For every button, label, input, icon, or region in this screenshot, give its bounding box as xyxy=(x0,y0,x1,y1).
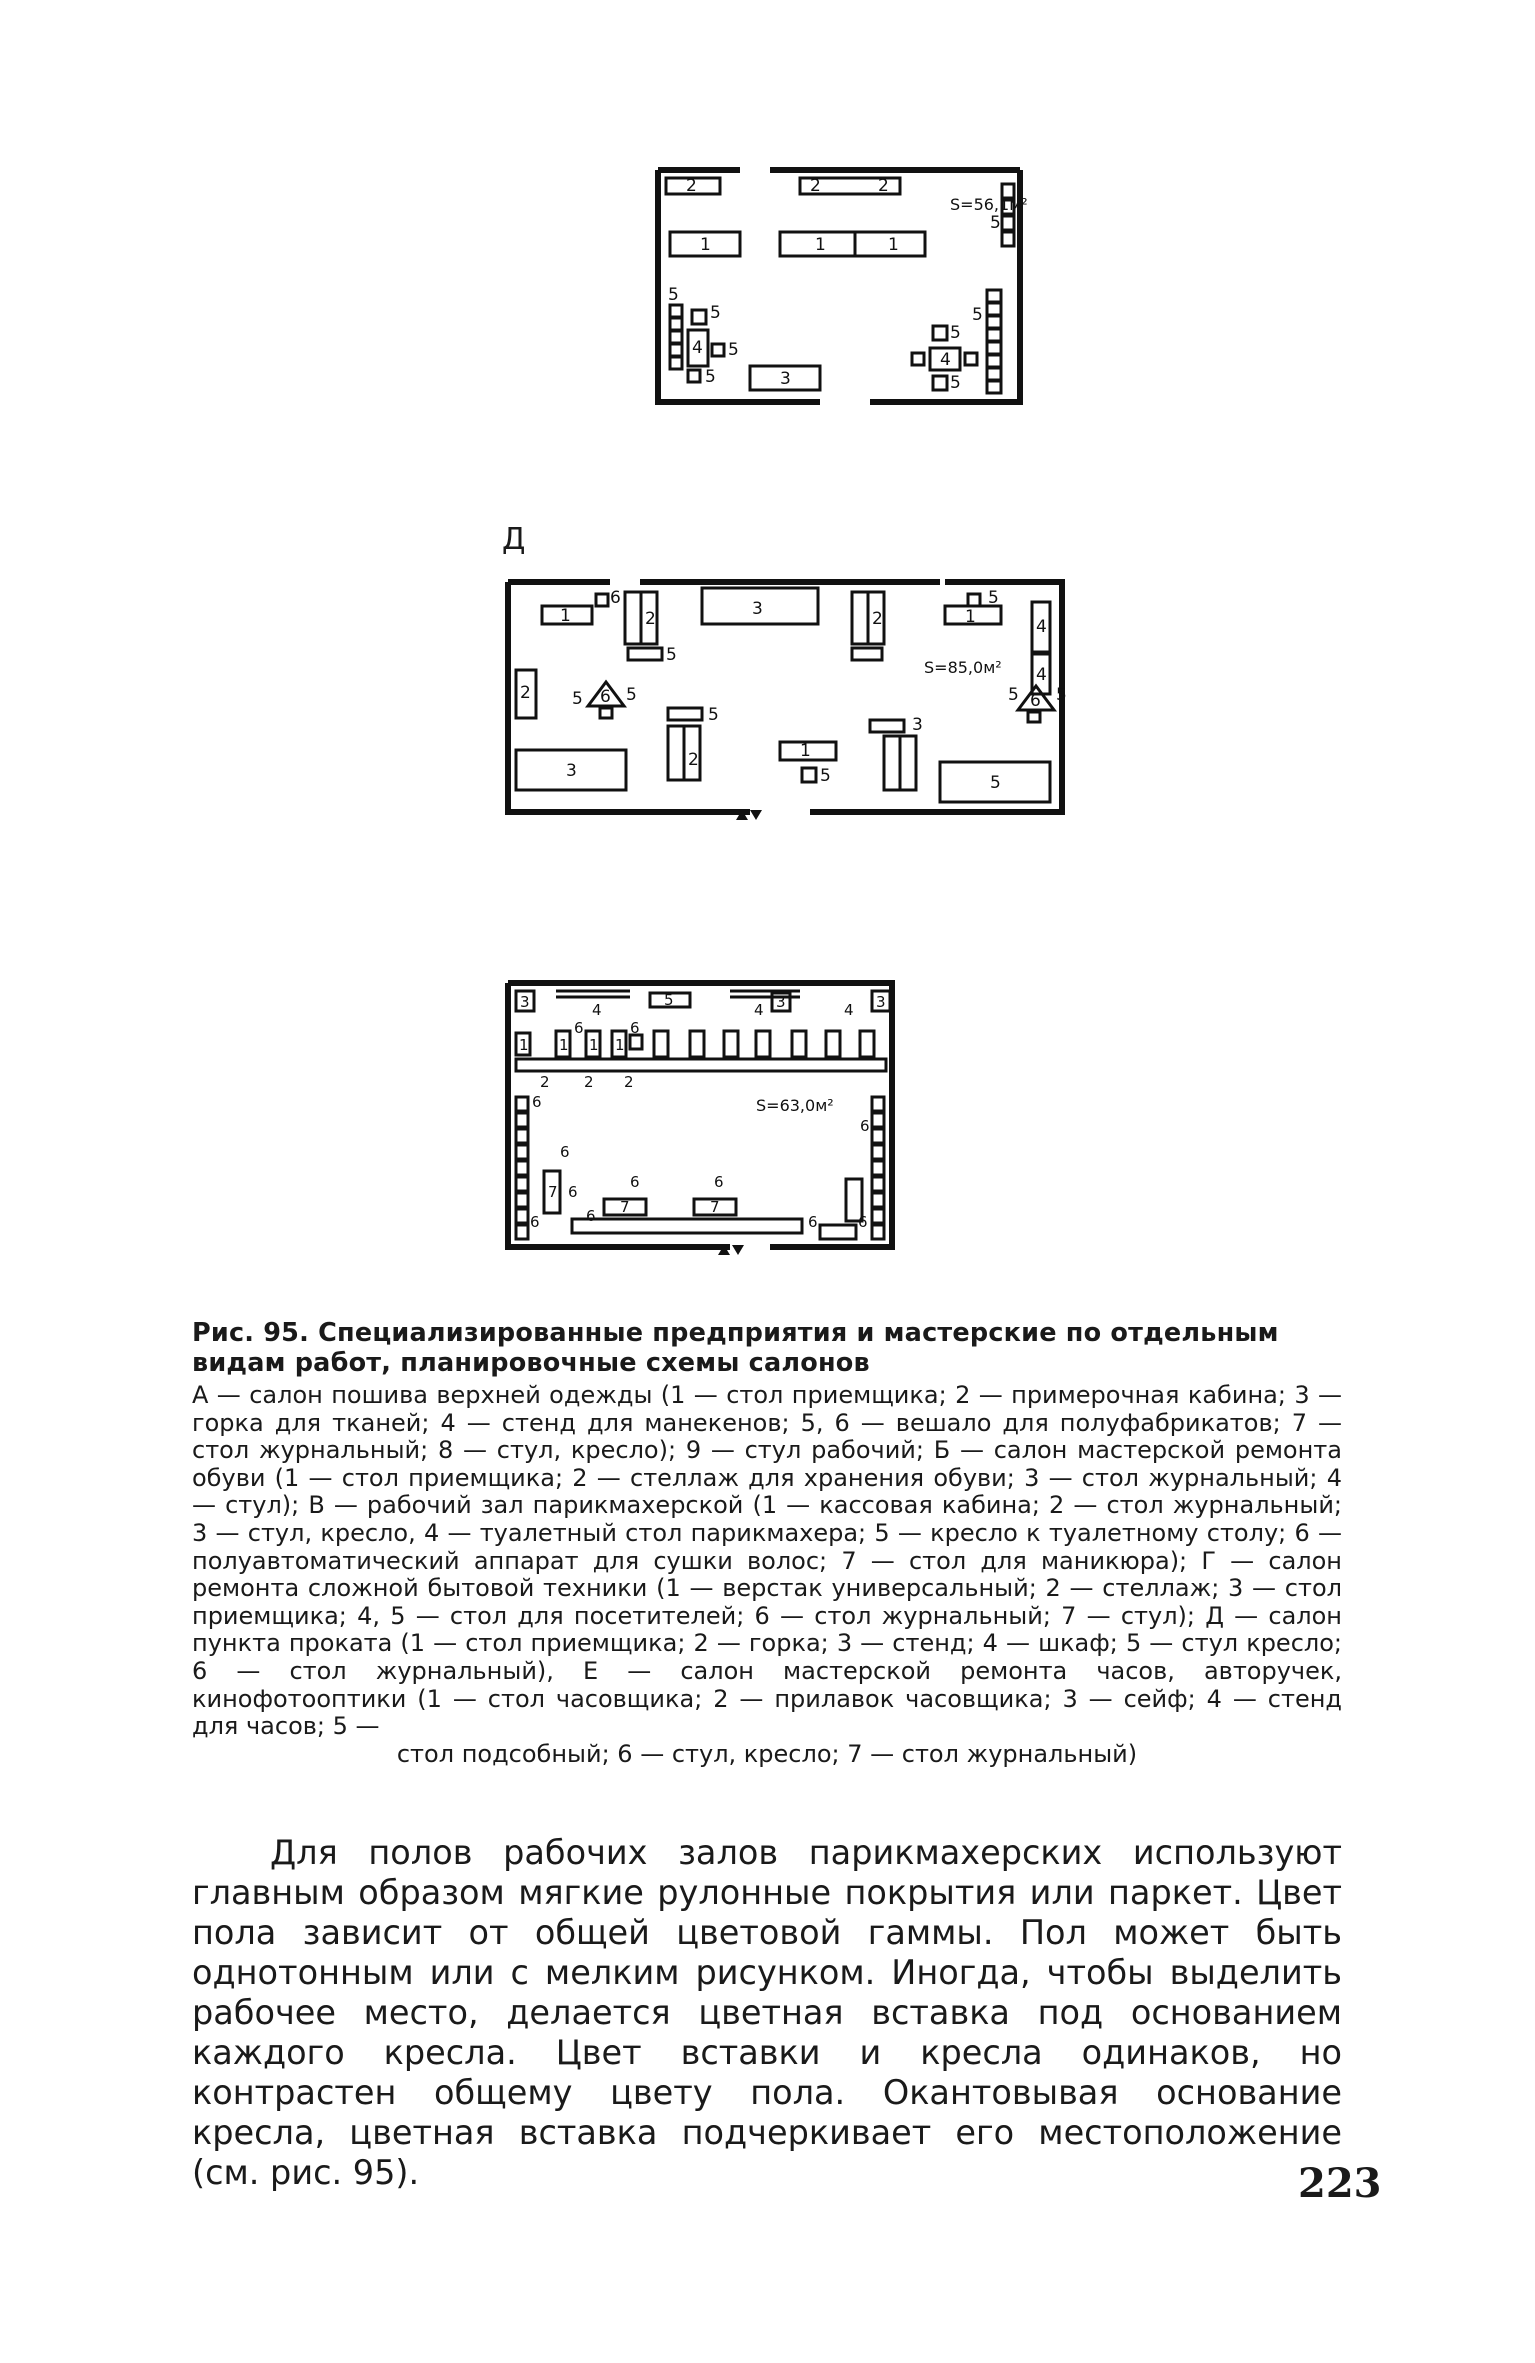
mark: 1 xyxy=(615,1036,625,1054)
mark: 1 xyxy=(965,607,976,627)
mark: 6 xyxy=(560,1143,570,1161)
mark: 5 xyxy=(972,305,983,325)
mark: 5 xyxy=(950,323,961,343)
floor-plan-bottom xyxy=(500,975,900,1265)
mark: 3 xyxy=(520,993,530,1011)
mark: 5 xyxy=(990,213,1001,233)
mark: 3 xyxy=(912,715,923,735)
mark: 2 xyxy=(520,683,531,703)
mark: 1 xyxy=(589,1036,599,1054)
mark: 4 xyxy=(940,350,951,370)
caption-legend xyxy=(192,1382,1342,1768)
mark: 6 xyxy=(600,687,611,707)
mark: 4 xyxy=(592,1001,602,1019)
mark: 5 xyxy=(572,689,583,709)
mark: 2 xyxy=(810,176,821,196)
mark: 5 xyxy=(1056,685,1067,705)
mark: 6 xyxy=(532,1093,542,1111)
mark: 5 xyxy=(708,705,719,725)
area-label-bottom: S=63,0м² xyxy=(756,1096,834,1115)
mark: 7 xyxy=(620,1198,630,1216)
mark: 1 xyxy=(560,606,571,626)
area-label-top: S=56,1м² xyxy=(950,195,1028,214)
area-label-middle: S=85,0м² xyxy=(924,658,1002,677)
mark: 6 xyxy=(530,1213,540,1231)
mark: 6 xyxy=(574,1019,584,1037)
mark: 4 xyxy=(1036,617,1047,637)
legend-last-line: стол подсобный; 6 — стул, кресло; 7 — стол журнальный) xyxy=(396,1739,1138,1768)
floor-plan-middle xyxy=(500,570,1070,830)
mark: 2 xyxy=(540,1073,550,1091)
mark: 1 xyxy=(888,235,899,255)
mark: 4 xyxy=(1036,665,1047,685)
mark: 3 xyxy=(876,993,886,1011)
page-number: 223 xyxy=(1298,2160,1382,2207)
legend-text: А — салон пошива верхней одежды (1 — стол приемщика; 2 — примерочная кабина; 3 — горка для тканей; 4 — стенд для манекенов; 5, 6 — вешало для полуфабрикатов; 7 — стол журнальный; 8 — стул, кресло); 9 — стул рабочий; Б — салон мастерской ремонта обуви (1 — стол приемщика; 2 — стеллаж для хранения обуви; 3 — стол журнальный; 4 — стул); В — рабочий зал парикмахерской (1 — кассовая кабина; 2 — стол журнальный; 3 — стул, кресло, 4 — туалетный стол парикмахера; 5 — кресло к туалетному столу; 6 — полуавтоматический аппарат для сушки волос; 7 — стол для маникюра); Г — салон ремонта сложной бытовой техники (1 — верстак универсальный; 2 — стеллаж; 3 — стол приемщика; 4, 5 — стол для посетителей; 6 — стол журнальный; 7 — стул); Д — салон пункта проката (1 — стол приемщика; 2 — горка; 3 — стенд; 4 — шкаф; 5 — стул кресло; 6 — стол журнальный), Е — салон мастерской ремонта часов, авторучек, кинофотооптики (1 — стол часовщика; 2 — прилавок часовщика; 3 — сейф; 4 — стенд для часов; 5 — xyxy=(192,1381,1342,1741)
mark: 3 xyxy=(776,993,786,1011)
mark: 4 xyxy=(844,1001,854,1019)
floor-plan-top xyxy=(650,160,1030,410)
mark: 2 xyxy=(645,609,656,629)
mark: 1 xyxy=(700,235,711,255)
mark: 6 xyxy=(630,1173,640,1191)
mark: 5 xyxy=(950,373,961,393)
caption-title: Рис. 95. Специализированные предприятия и мастерские по отдельным видам работ, планировочные схемы салонов xyxy=(192,1318,1279,1378)
mark: 6 xyxy=(860,1117,870,1135)
mark: 2 xyxy=(872,609,883,629)
mark: 5 xyxy=(668,285,679,305)
body-paragraph: Для полов рабочих залов парикмахерских используют главным образом мягкие рулонные покрытия или паркет. Цвет пола зависит от общей цветовой гаммы. Пол может быть однотонным или с мелким рисунком. Иногда, чтобы выделить рабочее место, делается цветная вставка под основанием каждого кресла. Цвет вставки и кресла одинаков, но контрастен общему цвету пола. Окантовывая основание кресла, цветная вставка подчеркивает его местоположение (см. рис. 95). xyxy=(192,1833,1342,2192)
mark: 6 xyxy=(808,1213,818,1231)
mark: 5 xyxy=(990,773,1001,793)
mark: 6 xyxy=(1030,691,1041,711)
plan-letter: Д xyxy=(502,522,526,557)
mark: 5 xyxy=(820,766,831,786)
mark: 2 xyxy=(686,176,697,196)
mark: 5 xyxy=(666,645,677,665)
mark: 6 xyxy=(568,1183,578,1201)
mark: 3 xyxy=(780,369,791,389)
mark: 4 xyxy=(754,1001,764,1019)
mark: 6 xyxy=(714,1173,724,1191)
mark: 5 xyxy=(710,303,721,323)
body-text xyxy=(192,1833,1342,2193)
mark: 3 xyxy=(566,761,577,781)
mark: 1 xyxy=(800,741,811,761)
mark: 5 xyxy=(728,340,739,360)
figure-caption xyxy=(192,1318,1342,1768)
mark: 5 xyxy=(626,685,637,705)
mark: 5 xyxy=(1008,685,1019,705)
mark: 5 xyxy=(705,367,716,387)
mark: 2 xyxy=(584,1073,594,1091)
mark: 6 xyxy=(586,1207,596,1225)
mark: 7 xyxy=(710,1198,720,1216)
mark: 2 xyxy=(624,1073,634,1091)
mark: 2 xyxy=(688,750,699,770)
mark: 6 xyxy=(858,1213,868,1231)
mark: 5 xyxy=(664,991,674,1009)
mark: 5 xyxy=(988,588,999,608)
mark: 6 xyxy=(630,1019,640,1037)
mark: 4 xyxy=(692,338,703,358)
mark: 1 xyxy=(559,1036,569,1054)
mark: 1 xyxy=(519,1036,529,1054)
mark: 2 xyxy=(878,176,889,196)
mark: 1 xyxy=(815,235,826,255)
mark: 3 xyxy=(752,599,763,619)
mark: 7 xyxy=(548,1183,558,1201)
mark: 6 xyxy=(610,588,621,608)
